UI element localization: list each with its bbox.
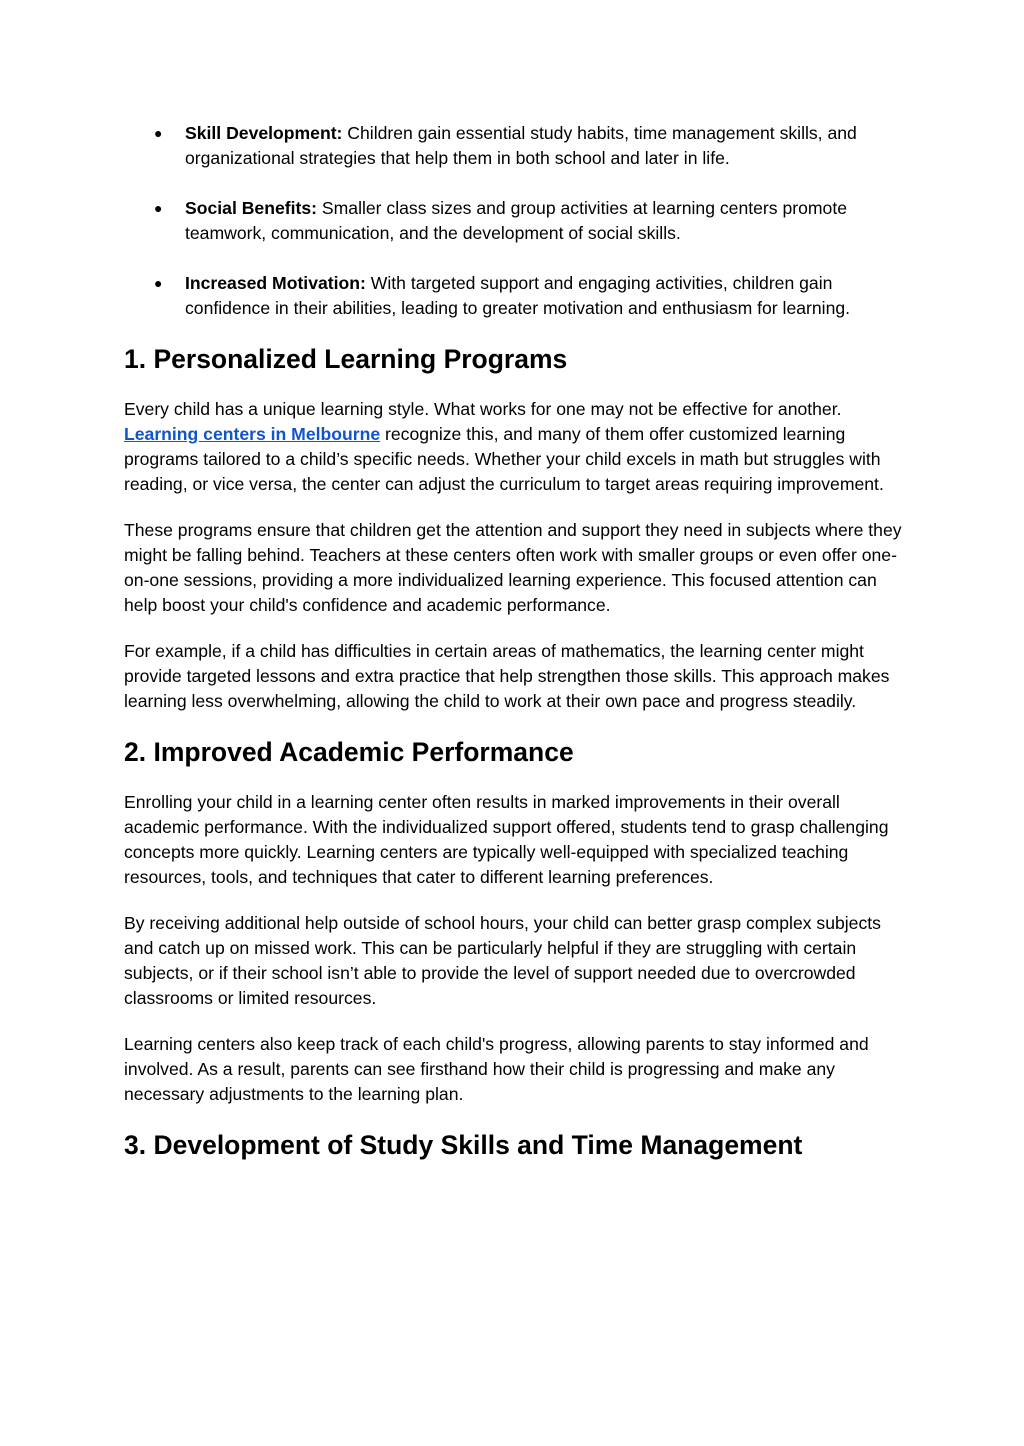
paragraph: Enrolling your child in a learning center often results in marked improvements in their overall academic performance. With the individualized support offered, students tend to grasp challenging concepts more quickly. Learning centers are typically well-equipped with specialized teaching resources, tools, and techniques that cater to different learning preferences. bbox=[124, 792, 889, 887]
list-item bbox=[124, 271, 904, 321]
section-heading-study-skills: 3. Development of Study Skills and Time Management bbox=[124, 1130, 803, 1160]
paragraph: For example, if a child has difficulties in certain areas of mathematics, the learning center might provide targeted lessons and extra practice that help strengthen those skills. This approach makes learning less overwhelming, allowing the child to work at their own pace and progress steadily. bbox=[124, 641, 890, 711]
bullet-label: Increased Motivation: bbox=[185, 273, 366, 293]
bullet-text: Smaller class sizes and group activities at learning centers promote teamwork, communication, and the development of social skills. bbox=[185, 198, 848, 243]
bullet-text: Children gain essential study habits, time management skills, and organizational strategies that help them in both school and later in life. bbox=[185, 123, 857, 168]
bullet-icon: ● bbox=[154, 275, 163, 291]
document-page bbox=[124, 121, 904, 1162]
bullet-icon: ● bbox=[154, 125, 163, 141]
bullet-icon: ● bbox=[154, 200, 163, 216]
benefits-list bbox=[124, 121, 904, 321]
section-heading-academic-performance: 2. Improved Academic Performance bbox=[124, 737, 574, 767]
bullet-label: Social Benefits: bbox=[185, 198, 317, 218]
paragraph: These programs ensure that children get the attention and support they need in subjects where they might be falling behind. Teachers at these centers often work with smaller groups or even offer one-on-one sessions, providing a more individualized learning experience. This focused attention can help boost your child's confidence and academic performance. bbox=[124, 520, 902, 615]
section-heading-personalized-learning: 1. Personalized Learning Programs bbox=[124, 344, 568, 374]
paragraph-text: Every child has a unique learning style. What works for one may not be effective for another. bbox=[124, 399, 842, 419]
paragraph: Learning centers also keep track of each child's progress, allowing parents to stay informed and involved. As a result, parents can see firsthand how their child is progressing and make any necessary adjustments to the learning plan. bbox=[124, 1034, 869, 1104]
bullet-text: With targeted support and engaging activities, children gain confidence in their abilities, leading to greater motivation and enthusiasm for learning. bbox=[185, 273, 851, 318]
paragraph: By receiving additional help outside of school hours, your child can better grasp complex subjects and catch up on missed work. This can be particularly helpful if they are struggling with certain subjects, or if their school isn’t able to provide the level of support needed due to overcrowded classrooms or limited resources. bbox=[124, 913, 881, 1008]
list-item bbox=[124, 196, 904, 246]
paragraph bbox=[124, 397, 904, 497]
learning-centers-melbourne-link[interactable]: Learning centers in Melbourne bbox=[124, 424, 381, 444]
list-item bbox=[124, 121, 904, 171]
bullet-label: Skill Development: bbox=[185, 123, 343, 143]
paragraph-text: recognize this, and many of them offer customized learning programs tailored to a child’s specific needs. Whether your child excels in math but struggles with reading, or vice versa, the center can adjust the curriculum to target areas requiring improvement. bbox=[124, 424, 884, 494]
